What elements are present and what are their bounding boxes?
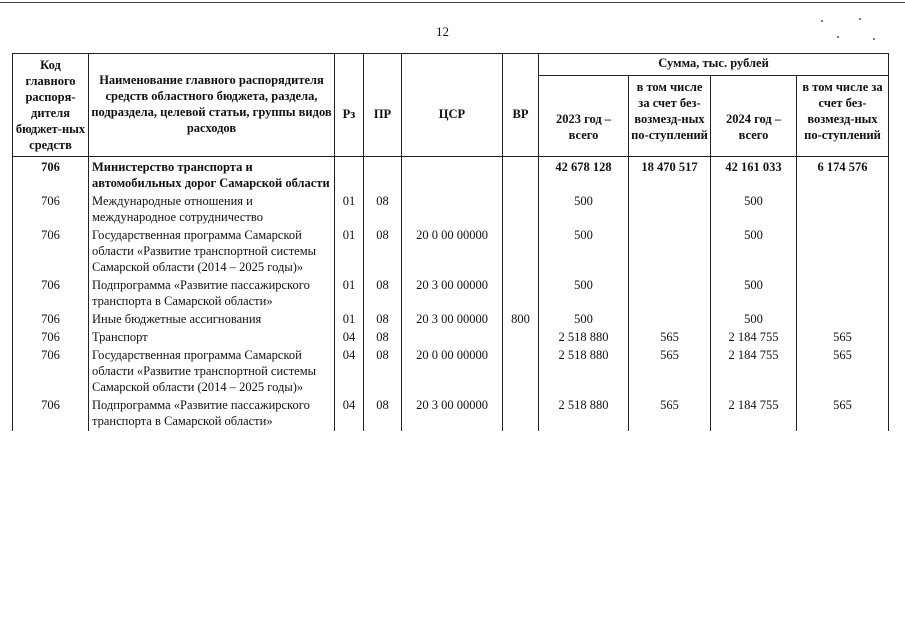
cell-code: 706 <box>13 193 89 227</box>
cell-csr: 20 3 00 00000 <box>402 277 503 311</box>
cell-vr <box>503 157 539 194</box>
cell-pr: 08 <box>364 227 402 277</box>
header-csr: ЦСР <box>402 54 503 157</box>
cell-pr: 08 <box>364 329 402 347</box>
cell-csr: 20 0 00 00000 <box>402 227 503 277</box>
header-sum-group: Сумма, тыс. рублей <box>539 54 889 76</box>
cell-csr <box>402 157 503 194</box>
cell-name: Министерство транспорта и автомобильных дорог Самарской области <box>89 157 335 194</box>
table-row <box>13 277 889 311</box>
cell-rz: 01 <box>335 227 364 277</box>
header-2023-total: 2023 год – всего <box>539 75 629 156</box>
cell-pr: 08 <box>364 277 402 311</box>
cell-rz: 04 <box>335 347 364 397</box>
cell-2023-free <box>629 193 711 227</box>
cell-2023-total: 2 518 880 <box>539 329 629 347</box>
cell-vr <box>503 277 539 311</box>
header-rz: Рз <box>335 54 364 157</box>
cell-2023-total: 2 518 880 <box>539 397 629 431</box>
cell-name: Подпрограмма «Развитие пассажирского транспорта в Самарской области» <box>89 277 335 311</box>
cell-2024-total: 2 184 755 <box>711 347 797 397</box>
header-vr: ВР <box>503 54 539 157</box>
cell-name: Государственная программа Самарской области «Развитие транспортной системы Самарской области (2014 – 2025 годы)» <box>89 347 335 397</box>
page-number: 12 <box>436 24 449 39</box>
cell-code: 706 <box>13 157 89 194</box>
cell-2023-total: 500 <box>539 193 629 227</box>
cell-2023-free <box>629 277 711 311</box>
cell-vr <box>503 193 539 227</box>
cell-rz: 04 <box>335 397 364 431</box>
cell-vr <box>503 329 539 347</box>
cell-name: Транспорт <box>89 329 335 347</box>
cell-2024-total: 2 184 755 <box>711 329 797 347</box>
cell-2024-total: 500 <box>711 193 797 227</box>
cell-pr <box>364 157 402 194</box>
cell-vr: 800 <box>503 311 539 329</box>
cell-2024-free: 565 <box>797 397 889 431</box>
cell-rz: 04 <box>335 329 364 347</box>
cell-vr <box>503 227 539 277</box>
scan-edge-line <box>0 2 905 3</box>
cell-2023-free <box>629 311 711 329</box>
cell-2023-total: 42 678 128 <box>539 157 629 194</box>
cell-2024-total: 500 <box>711 227 797 277</box>
cell-2023-total: 500 <box>539 311 629 329</box>
cell-2024-free <box>797 227 889 277</box>
cell-2023-free <box>629 227 711 277</box>
budget-table <box>12 53 889 431</box>
cell-2024-free: 565 <box>797 329 889 347</box>
cell-name: Подпрограмма «Развитие пассажирского транспорта в Самарской области» <box>89 397 335 431</box>
cell-vr <box>503 347 539 397</box>
table-body <box>13 157 889 432</box>
cell-pr: 08 <box>364 311 402 329</box>
cell-2024-free <box>797 277 889 311</box>
cell-2023-free: 565 <box>629 347 711 397</box>
cell-pr: 08 <box>364 347 402 397</box>
cell-csr: 20 3 00 00000 <box>402 311 503 329</box>
cell-code: 706 <box>13 227 89 277</box>
cell-csr: 20 3 00 00000 <box>402 397 503 431</box>
header-pr: ПР <box>364 54 402 157</box>
cell-2024-free: 6 174 576 <box>797 157 889 194</box>
cell-code: 706 <box>13 347 89 397</box>
cell-2023-free: 565 <box>629 397 711 431</box>
cell-rz: 01 <box>335 311 364 329</box>
cell-2024-total: 42 161 033 <box>711 157 797 194</box>
table-row <box>13 157 889 194</box>
cell-csr <box>402 193 503 227</box>
cell-2024-free <box>797 193 889 227</box>
cell-code: 706 <box>13 329 89 347</box>
header-2024-total: 2024 год – всего <box>711 75 797 156</box>
cell-2024-total: 500 <box>711 277 797 311</box>
cell-name: Государственная программа Самарской области «Развитие транспортной системы Самарской области (2014 – 2025 годы)» <box>89 227 335 277</box>
cell-code: 706 <box>13 277 89 311</box>
cell-csr: 20 0 00 00000 <box>402 347 503 397</box>
header-2024-free: в том числе за счет без-возмезд-ных по-ступлений <box>797 75 889 156</box>
cell-2023-total: 500 <box>539 277 629 311</box>
cell-code: 706 <box>13 397 89 431</box>
table-row <box>13 193 889 227</box>
cell-pr: 08 <box>364 397 402 431</box>
cell-2023-total: 2 518 880 <box>539 347 629 397</box>
scan-specks <box>815 16 885 44</box>
cell-name: Иные бюджетные ассигнования <box>89 311 335 329</box>
cell-2024-free <box>797 311 889 329</box>
cell-2023-total: 500 <box>539 227 629 277</box>
cell-2024-total: 500 <box>711 311 797 329</box>
header-name: Наименование главного распорядителя средств областного бюджета, раздела, подраздела, целевой статьи, группы видов расходов <box>89 54 335 157</box>
cell-csr <box>402 329 503 347</box>
cell-rz: 01 <box>335 277 364 311</box>
table-row <box>13 311 889 329</box>
cell-2023-free: 565 <box>629 329 711 347</box>
cell-2024-total: 2 184 755 <box>711 397 797 431</box>
cell-name: Международные отношения и международное сотрудничество <box>89 193 335 227</box>
table-row <box>13 329 889 347</box>
cell-rz <box>335 157 364 194</box>
cell-pr: 08 <box>364 193 402 227</box>
cell-2024-free: 565 <box>797 347 889 397</box>
table-row <box>13 227 889 277</box>
table-row <box>13 347 889 397</box>
cell-code: 706 <box>13 311 89 329</box>
cell-rz: 01 <box>335 193 364 227</box>
header-code: Код главного распоря-дителя бюджет-ных средств <box>13 54 89 157</box>
table-row <box>13 397 889 431</box>
cell-2023-free: 18 470 517 <box>629 157 711 194</box>
cell-vr <box>503 397 539 431</box>
header-2023-free: в том числе за счет без-возмезд-ных по-ступлений <box>629 75 711 156</box>
